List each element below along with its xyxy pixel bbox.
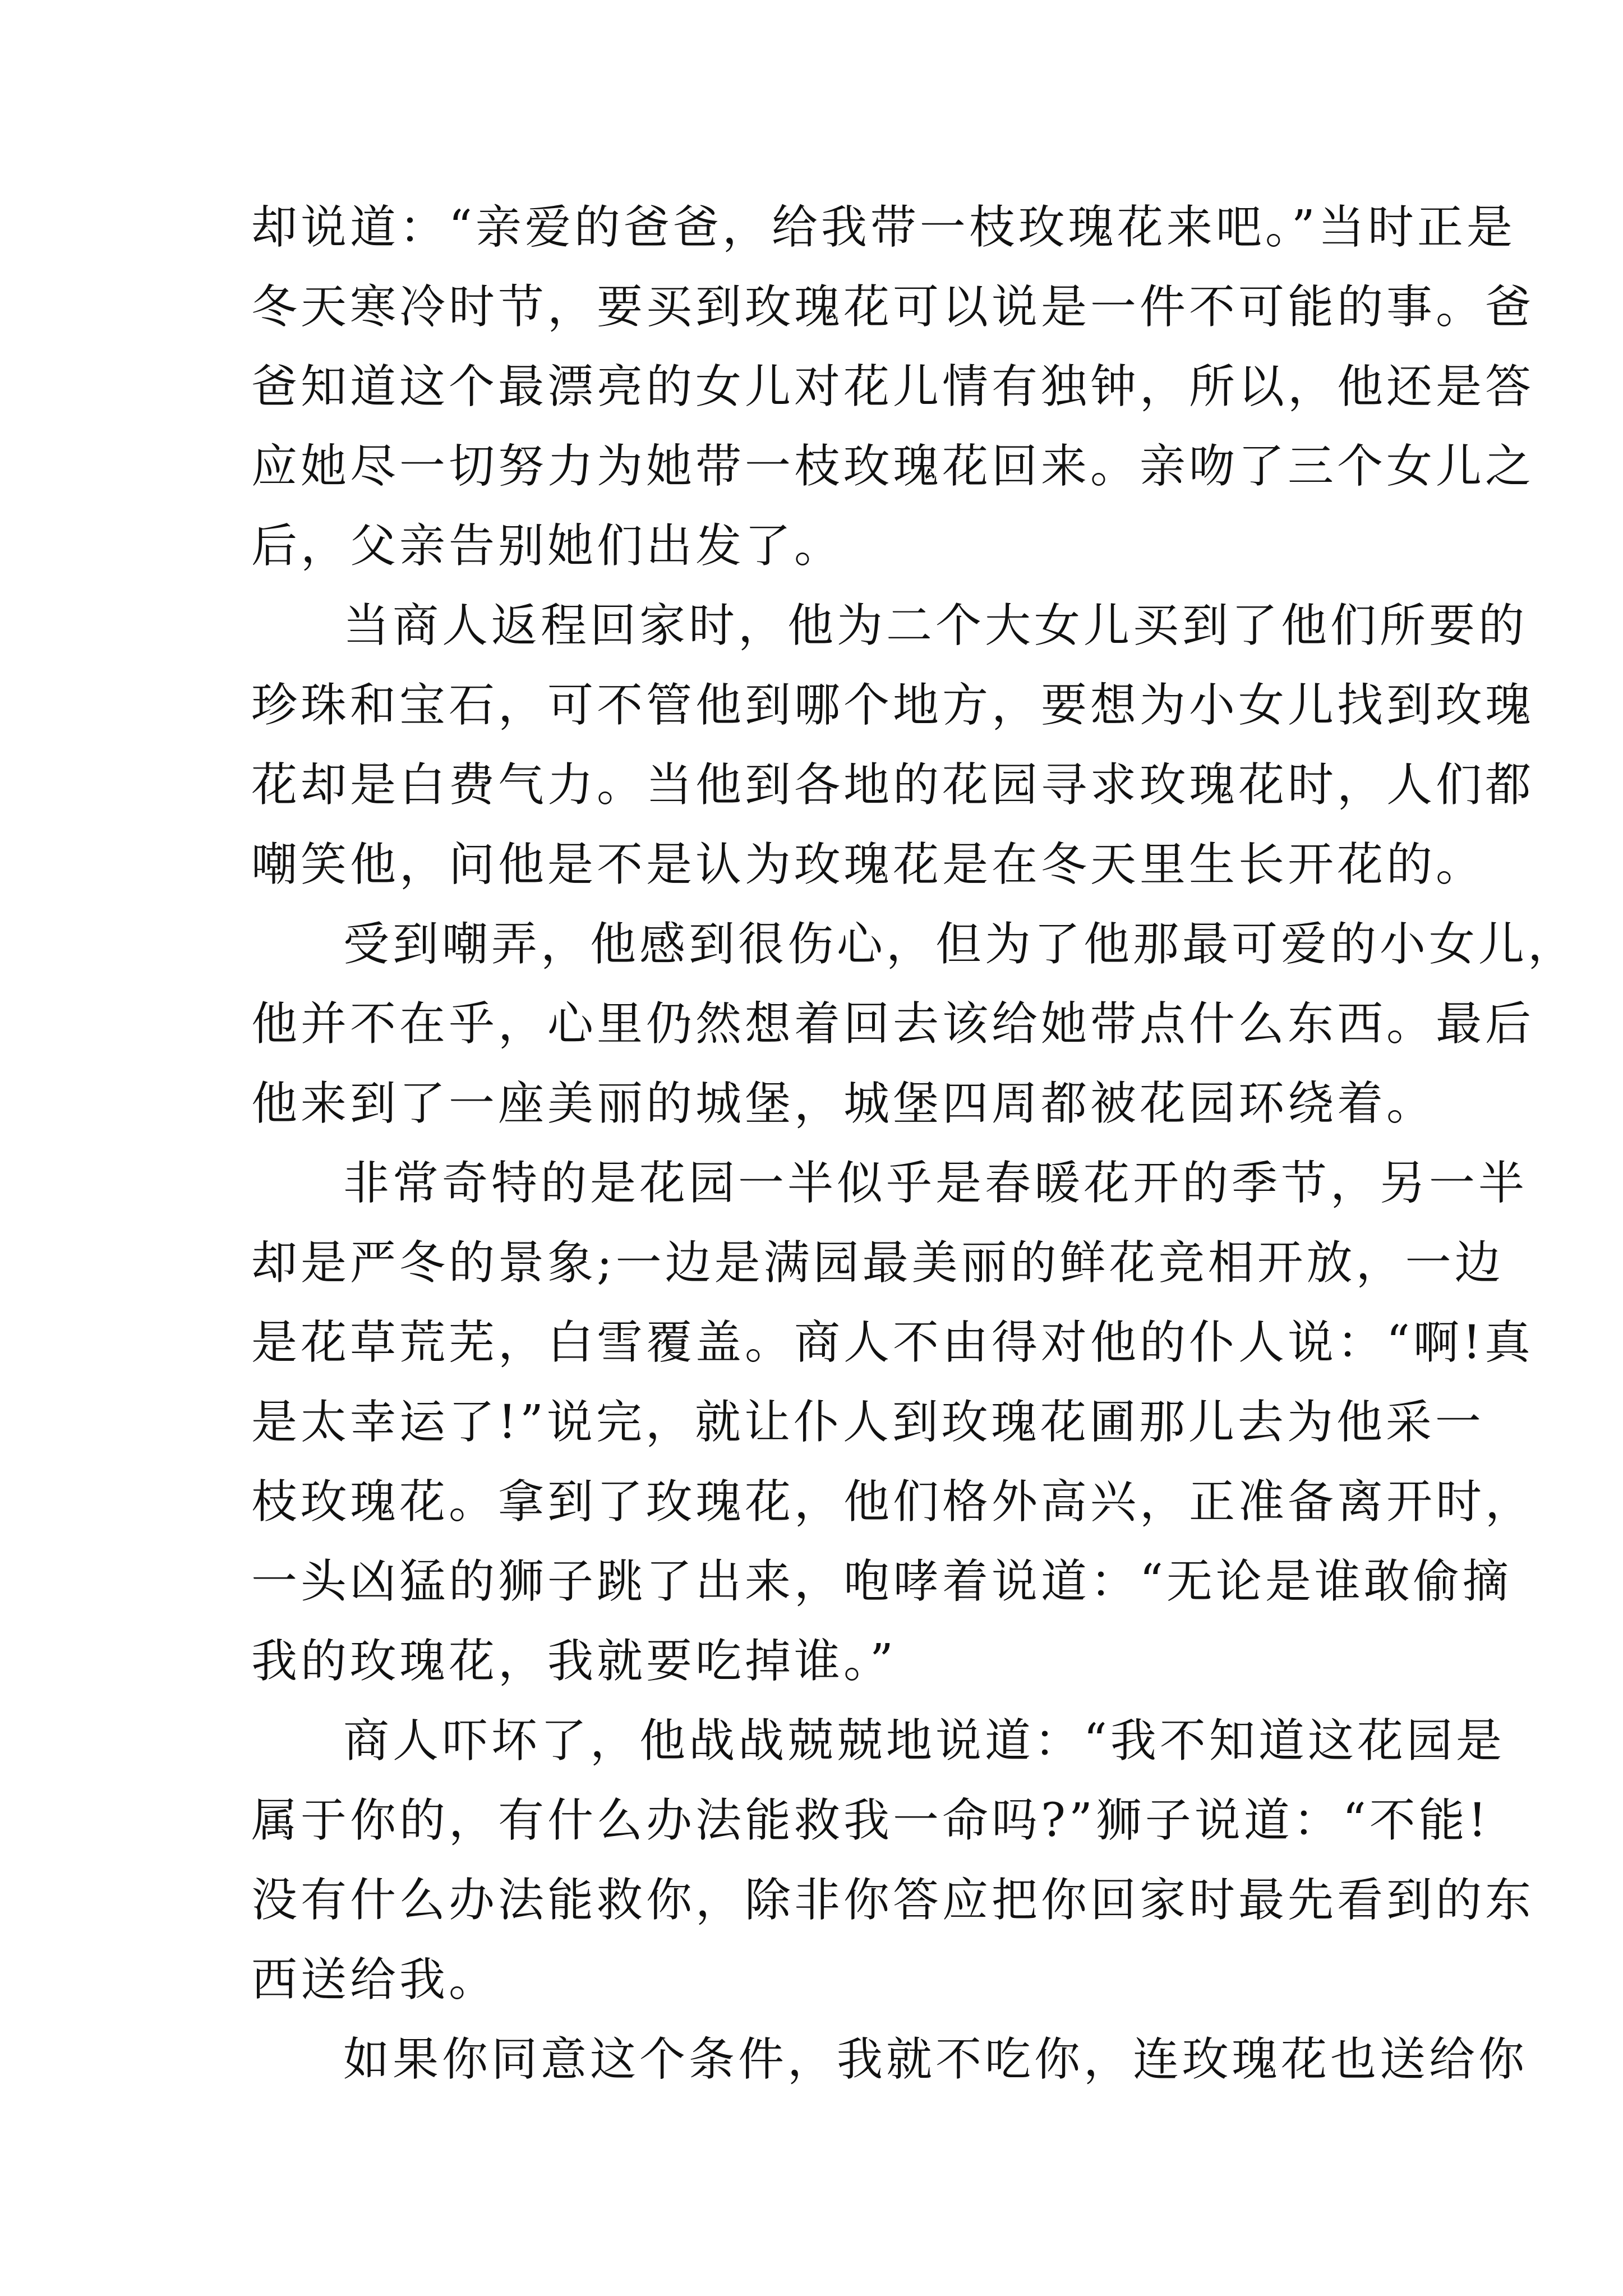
- text-line: 应她尽一切努力为她带一枝玫瑰花回来。亲吻了三个女儿之: [251, 440, 1535, 493]
- text-line: 后，父亲告别她们出发了。: [251, 519, 844, 573]
- text-line: 嘲笑他，问他是不是认为玫瑰花是在冬天里生长开花的。: [251, 838, 1486, 891]
- paragraph-first-line: 非常奇特的是花园一半似乎是春暖花开的季节，另一半: [343, 1157, 1528, 1210]
- text-line: 是花草荒芜，白雪覆盖。商人不由得对他的仆人说：“啊!真: [251, 1316, 1534, 1369]
- text-line: 却说道：“亲爱的爸爸，给我带一枝玫瑰花来吧。”当时正是: [251, 201, 1516, 254]
- paragraph-first-line: 如果你同意这个条件，我就不吃你，连玫瑰花也送给你: [343, 2033, 1528, 2086]
- text-line: 西送给我。: [251, 1953, 499, 2007]
- body-text: [251, 188, 1578, 2100]
- text-line: 却是严冬的景象;一边是满园最美丽的鲜花竞相开放，一边: [251, 1236, 1504, 1290]
- paragraph-first-line: 当商人返程回家时，他为二个大女儿买到了他们所要的: [343, 599, 1528, 652]
- paragraph-first-line: 受到嘲弄，他感到很伤心，但为了他那最可爱的小女儿，: [343, 918, 1578, 971]
- text-line: 冬天寒冷时节，要买到玫瑰花可以说是一件不可能的事。爸: [251, 280, 1535, 334]
- text-line: 他来到了一座美丽的城堡，城堡四周都被花园环绕着。: [251, 1077, 1436, 1130]
- text-line: 花却是白费气力。当他到各地的花园寻求玫瑰花时，人们都: [251, 758, 1535, 812]
- paragraph-first-line: 商人吓坏了，他战战兢兢地说道：“我不知道这花园是: [343, 1714, 1505, 1768]
- text-line: 珍珠和宝石，可不管他到哪个地方，要想为小女儿找到玫瑰: [251, 679, 1535, 732]
- text-line: 我的玫瑰花，我就要吃掉谁。”: [251, 1635, 897, 1688]
- text-line: 属于你的，有什么办法能救我一命吗?”狮子说道：“不能!: [251, 1794, 1490, 1847]
- text-line: 一头凶猛的狮子跳了出来，咆哮着说道：“无论是谁敢偷摘: [251, 1555, 1512, 1608]
- text-line: 没有什么办法能救你，除非你答应把你回家时最先看到的东: [251, 1874, 1535, 1927]
- text-line: 他并不在乎，心里仍然想着回去该给她带点什么东西。最后: [251, 997, 1535, 1051]
- text-line: 枝玫瑰花。拿到了玫瑰花，他们格外高兴，正准备离开时，: [251, 1475, 1535, 1529]
- text-line: 爸知道这个最漂亮的女儿对花儿情有独钟，所以，他还是答: [251, 360, 1535, 413]
- text-line: 是太幸运了!”说完，就让仆人到玫瑰花圃那儿去为他采一: [251, 1396, 1484, 1449]
